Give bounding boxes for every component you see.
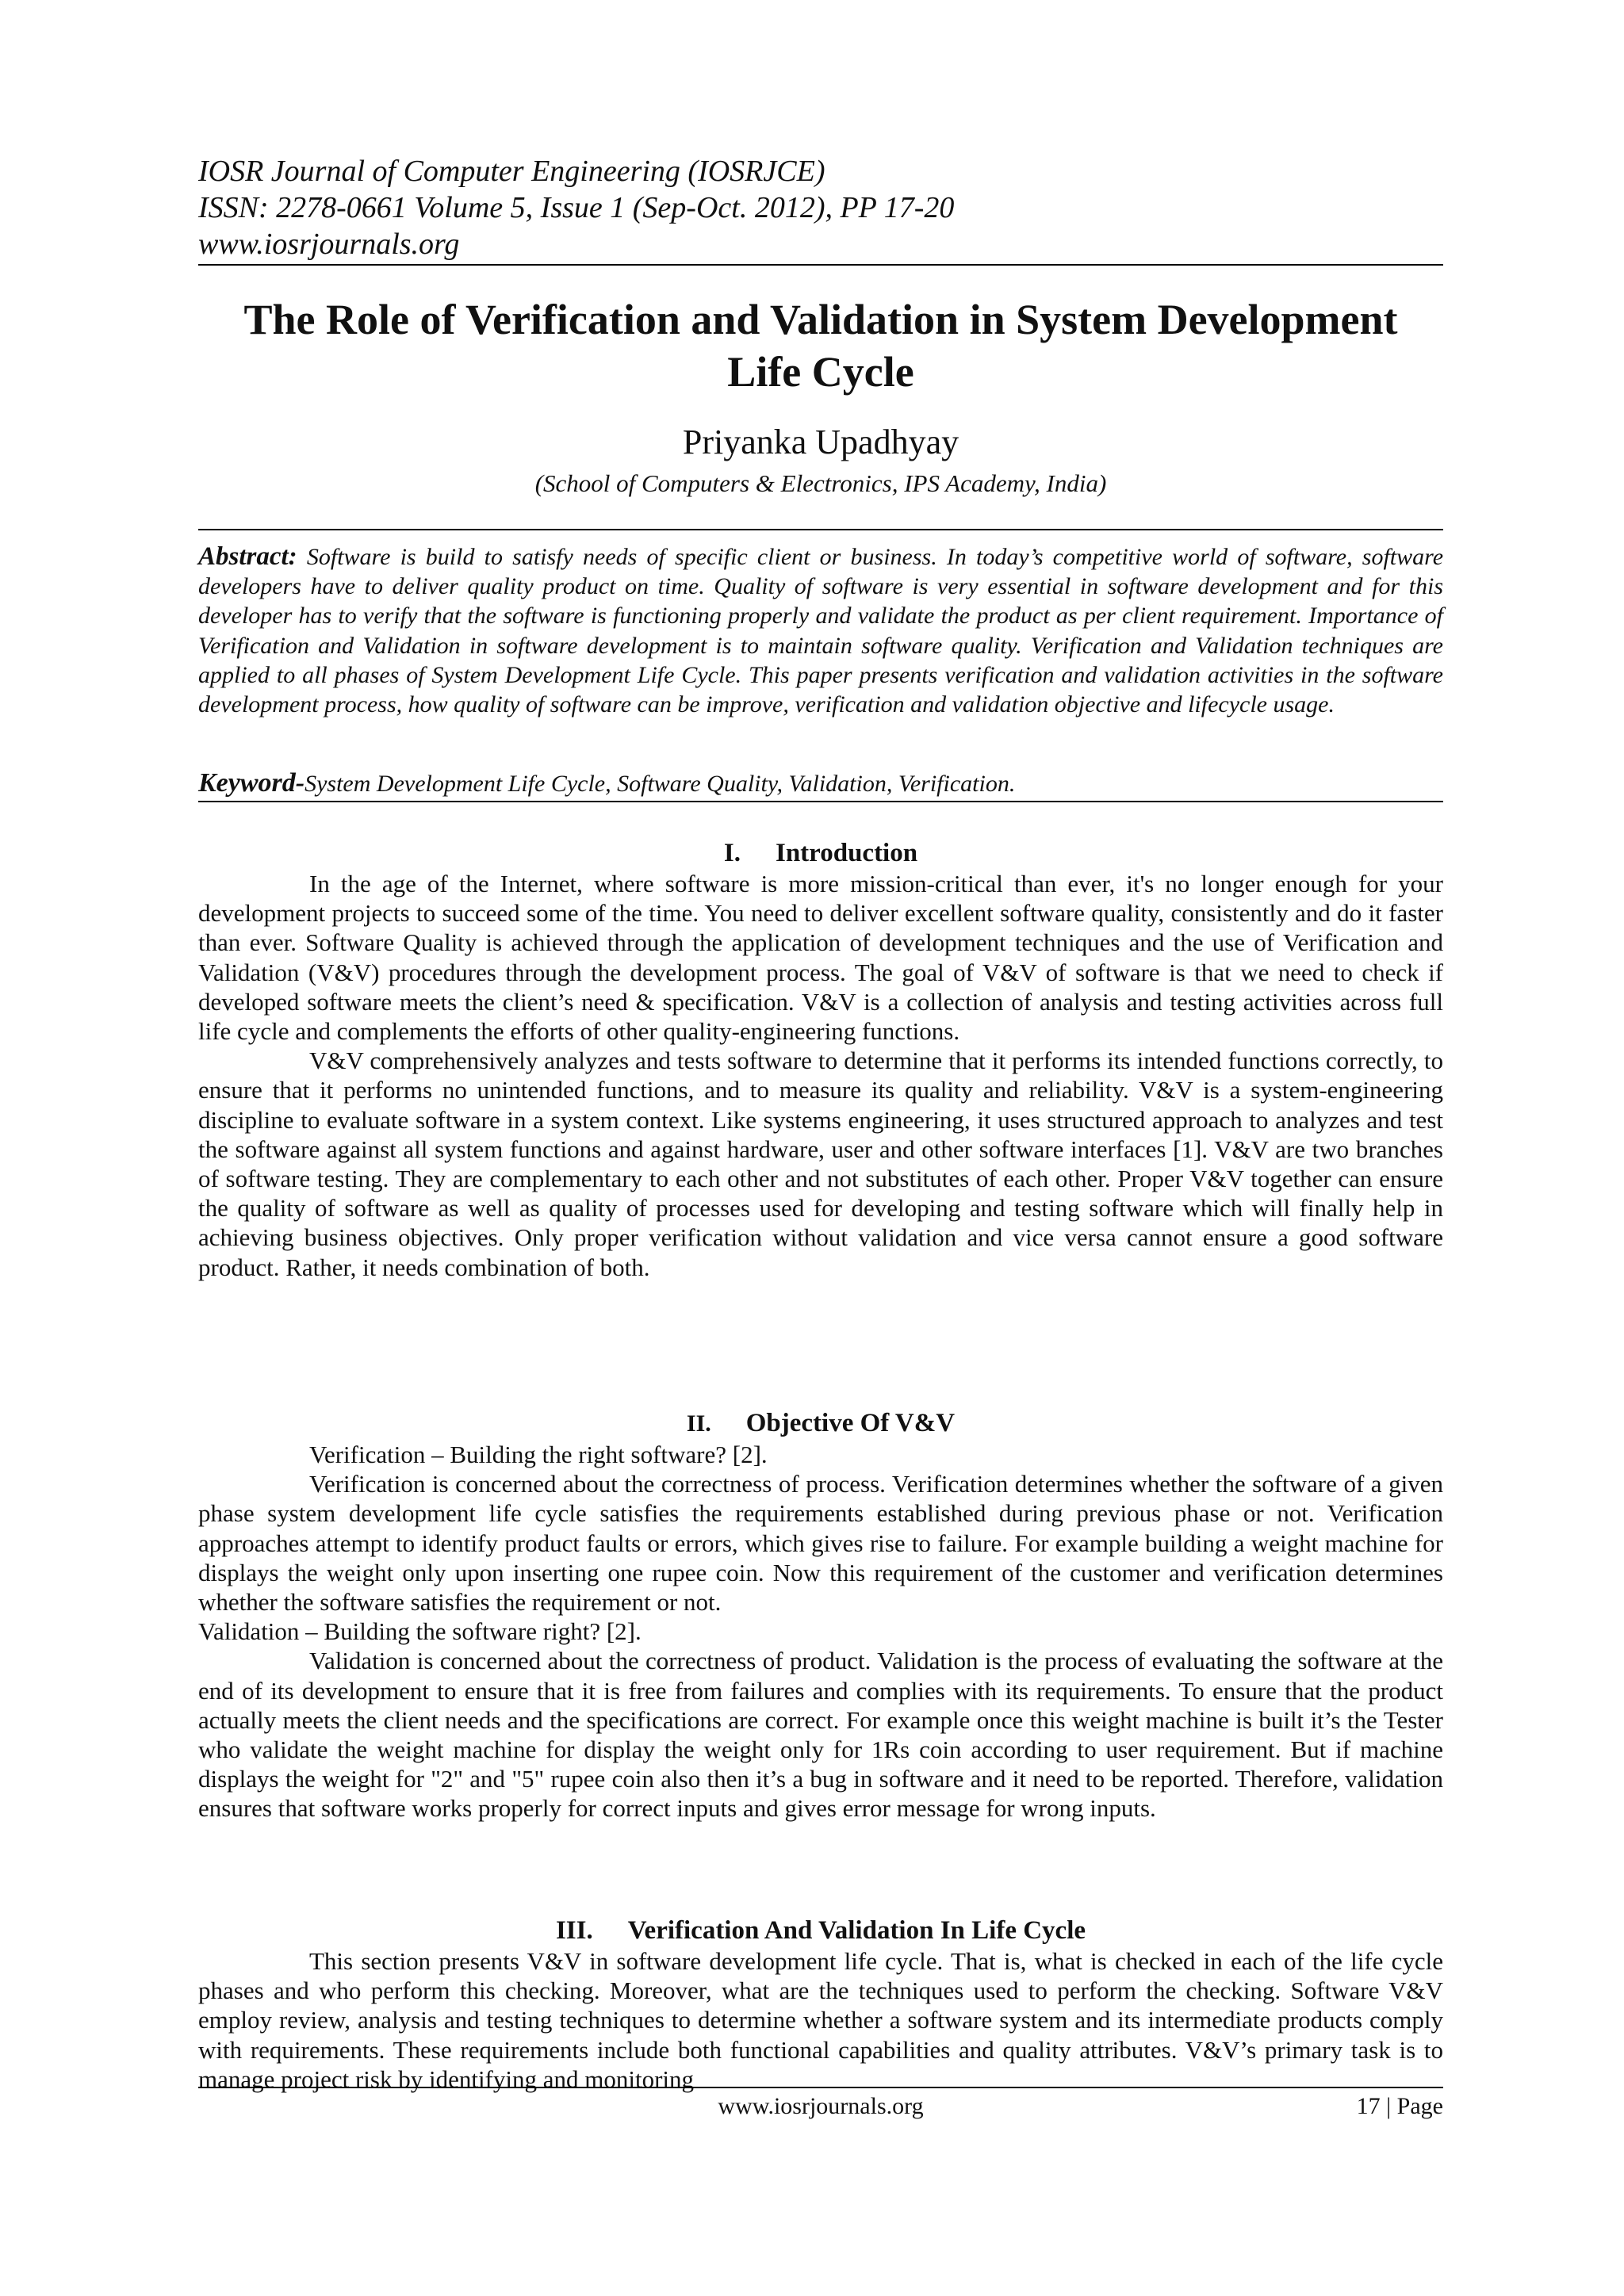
section-title-1: Introduction — [775, 839, 918, 867]
abstract-text: Software is build to satisfy needs of specific client or business. In today’s competitive world of software, software developers have to deliver quality product on time. Quality of software is very essential in software development and for this developer has to verify that the software is functioning properly and validate the product as per client requirement. Importance of Verification and Validation in software development is to maintain software quality. Verification and Validation techniques are applied to all phases of System Development Life Cycle. This paper presents verification and validation activities in the software development process, how quality of software can be improve, verification and validation objective and lifecycle usage. — [198, 544, 1444, 718]
paragraph: V&V comprehensively analyzes and tests software to determine that it performs its intended functions correctly, to ensure that it performs no unintended functions, and to measure its quality and reliability. V&V is a system-engineering discipline to evaluate software in a system context. Like systems engineering, it uses structured approach to analyzes and test the software against all system functions and against hardware, user and other software interfaces [1]. V&V are two branches of software testing. They are complementary to each other and not substitutes of each other. Proper V&V together can ensure the quality of software as well as quality of processes used for developing and testing software which will finally help in achieving business objectives. Only proper verification without validation and vice versa cannot ensure a good software product. Rather, it needs combination of both. — [198, 1047, 1443, 1281]
footer-website: www.iosrjournals.org — [718, 2093, 924, 2119]
section-body-1 — [198, 869, 1443, 1282]
section-body-2 — [198, 1440, 1443, 1823]
section-number-1: I. — [723, 839, 741, 867]
section-body-3 — [198, 1946, 1443, 2094]
page-number: 17 | Page — [1356, 2093, 1443, 2119]
abstract-bottom-divider — [198, 801, 1443, 802]
author-affiliation: (School of Computers & Electronics, IPS Academy, India) — [534, 469, 1107, 497]
abstract-label: Abstract: — [198, 542, 297, 571]
abstract — [198, 542, 1443, 719]
section-title-2: Objective Of V&V — [745, 1409, 956, 1437]
paragraph: Verification is concerned about the correctness of process. Verification determines whether the software of a given phase system development life cycle satisfies the requirements established during previous phase or not. Verification approaches attempt to identify product faults or errors, which gives rise to failure. For example building a weight machine for displays the weight only upon inserting one rupee coin. Now this requirement of the customer and verification determines whether the software satisfies the requirement or not. — [198, 1470, 1443, 1617]
paragraph: Validation – Building the software right? [2]. — [198, 1617, 642, 1646]
section-heading-2 — [198, 1407, 1443, 1440]
paper-title — [198, 293, 1443, 398]
keywords-text: System Development Life Cycle, Software Quality, Validation, Verification. — [304, 771, 1016, 797]
journal-website: www.iosrjournals.org — [198, 228, 460, 261]
abstract-top-divider — [198, 529, 1443, 530]
section-number-2: II. — [686, 1410, 711, 1437]
paper-title-line-1: The Role of Verification and Validation in System Development — [243, 296, 1398, 343]
section-heading-1 — [198, 837, 1443, 869]
header-divider — [198, 264, 1443, 266]
author-name: Priyanka Upadhyay — [682, 423, 959, 461]
journal-issn: ISSN: 2278-0661 Volume 5, Issue 1 (Sep-Oct. 2012), PP 17-20 — [198, 191, 955, 224]
paragraph: In the age of the Internet, where software is more mission-critical than ever, it's no longer enough for your development projects to succeed some of the time. You need to deliver excellent software quality, consistently and do it faster than ever. Software Quality is achieved through the application of development techniques and the use of Verification and Validation (V&V) procedures through the development process. The goal of V&V of software is that we need to check if developed software meets the client’s need & specification. V&V is a collection of analysis and testing activities across full life cycle and complements the efforts of other quality-engineering functions. — [198, 870, 1443, 1046]
section-number-3: III. — [555, 1916, 593, 1945]
paper-title-line-2: Life Cycle — [727, 348, 914, 396]
paragraph: This section presents V&V in software development life cycle. That is, what is checked in each of the life cycle phases and who perform this checking. Moreover, what are the techniques used to perform the checking. Software V&V employ review, analysis and testing techniques to determine whether a software system and its intermediate products comply with requirements. These requirements include both functional capabilities and quality attributes. V&V’s primary task is to manage project risk by identifying and monitoring — [198, 1947, 1443, 2093]
paragraph: Validation is concerned about the correctness of product. Validation is the process of evaluating the software at the end of its development to ensure that it is free from failures and complies with its requirements. To ensure that the product actually meets the client needs and the specifications are correct. For example once this weight machine is built it’s the Tester who validate the weight machine for display the weight only for 1Rs coin according to user requirement. But if machine displays the weight for "2" and "5" rupee coin also then it’s a bug in software and it need to be reported. Therefore, validation ensures that software works properly for correct inputs and gives error message for wrong inputs. — [198, 1647, 1443, 1823]
section-title-3: Verification And Validation In Life Cycle — [627, 1916, 1086, 1945]
keywords-label: Keyword- — [198, 768, 305, 798]
footer-divider — [198, 2087, 1443, 2088]
paragraph: Verification – Building the right software? [2]. — [309, 1441, 768, 1468]
journal-header — [198, 153, 1443, 262]
journal-name: IOSR Journal of Computer Engineering (IOSRJCE) — [198, 155, 825, 188]
keywords — [198, 768, 1443, 799]
section-heading-3 — [198, 1915, 1443, 1946]
